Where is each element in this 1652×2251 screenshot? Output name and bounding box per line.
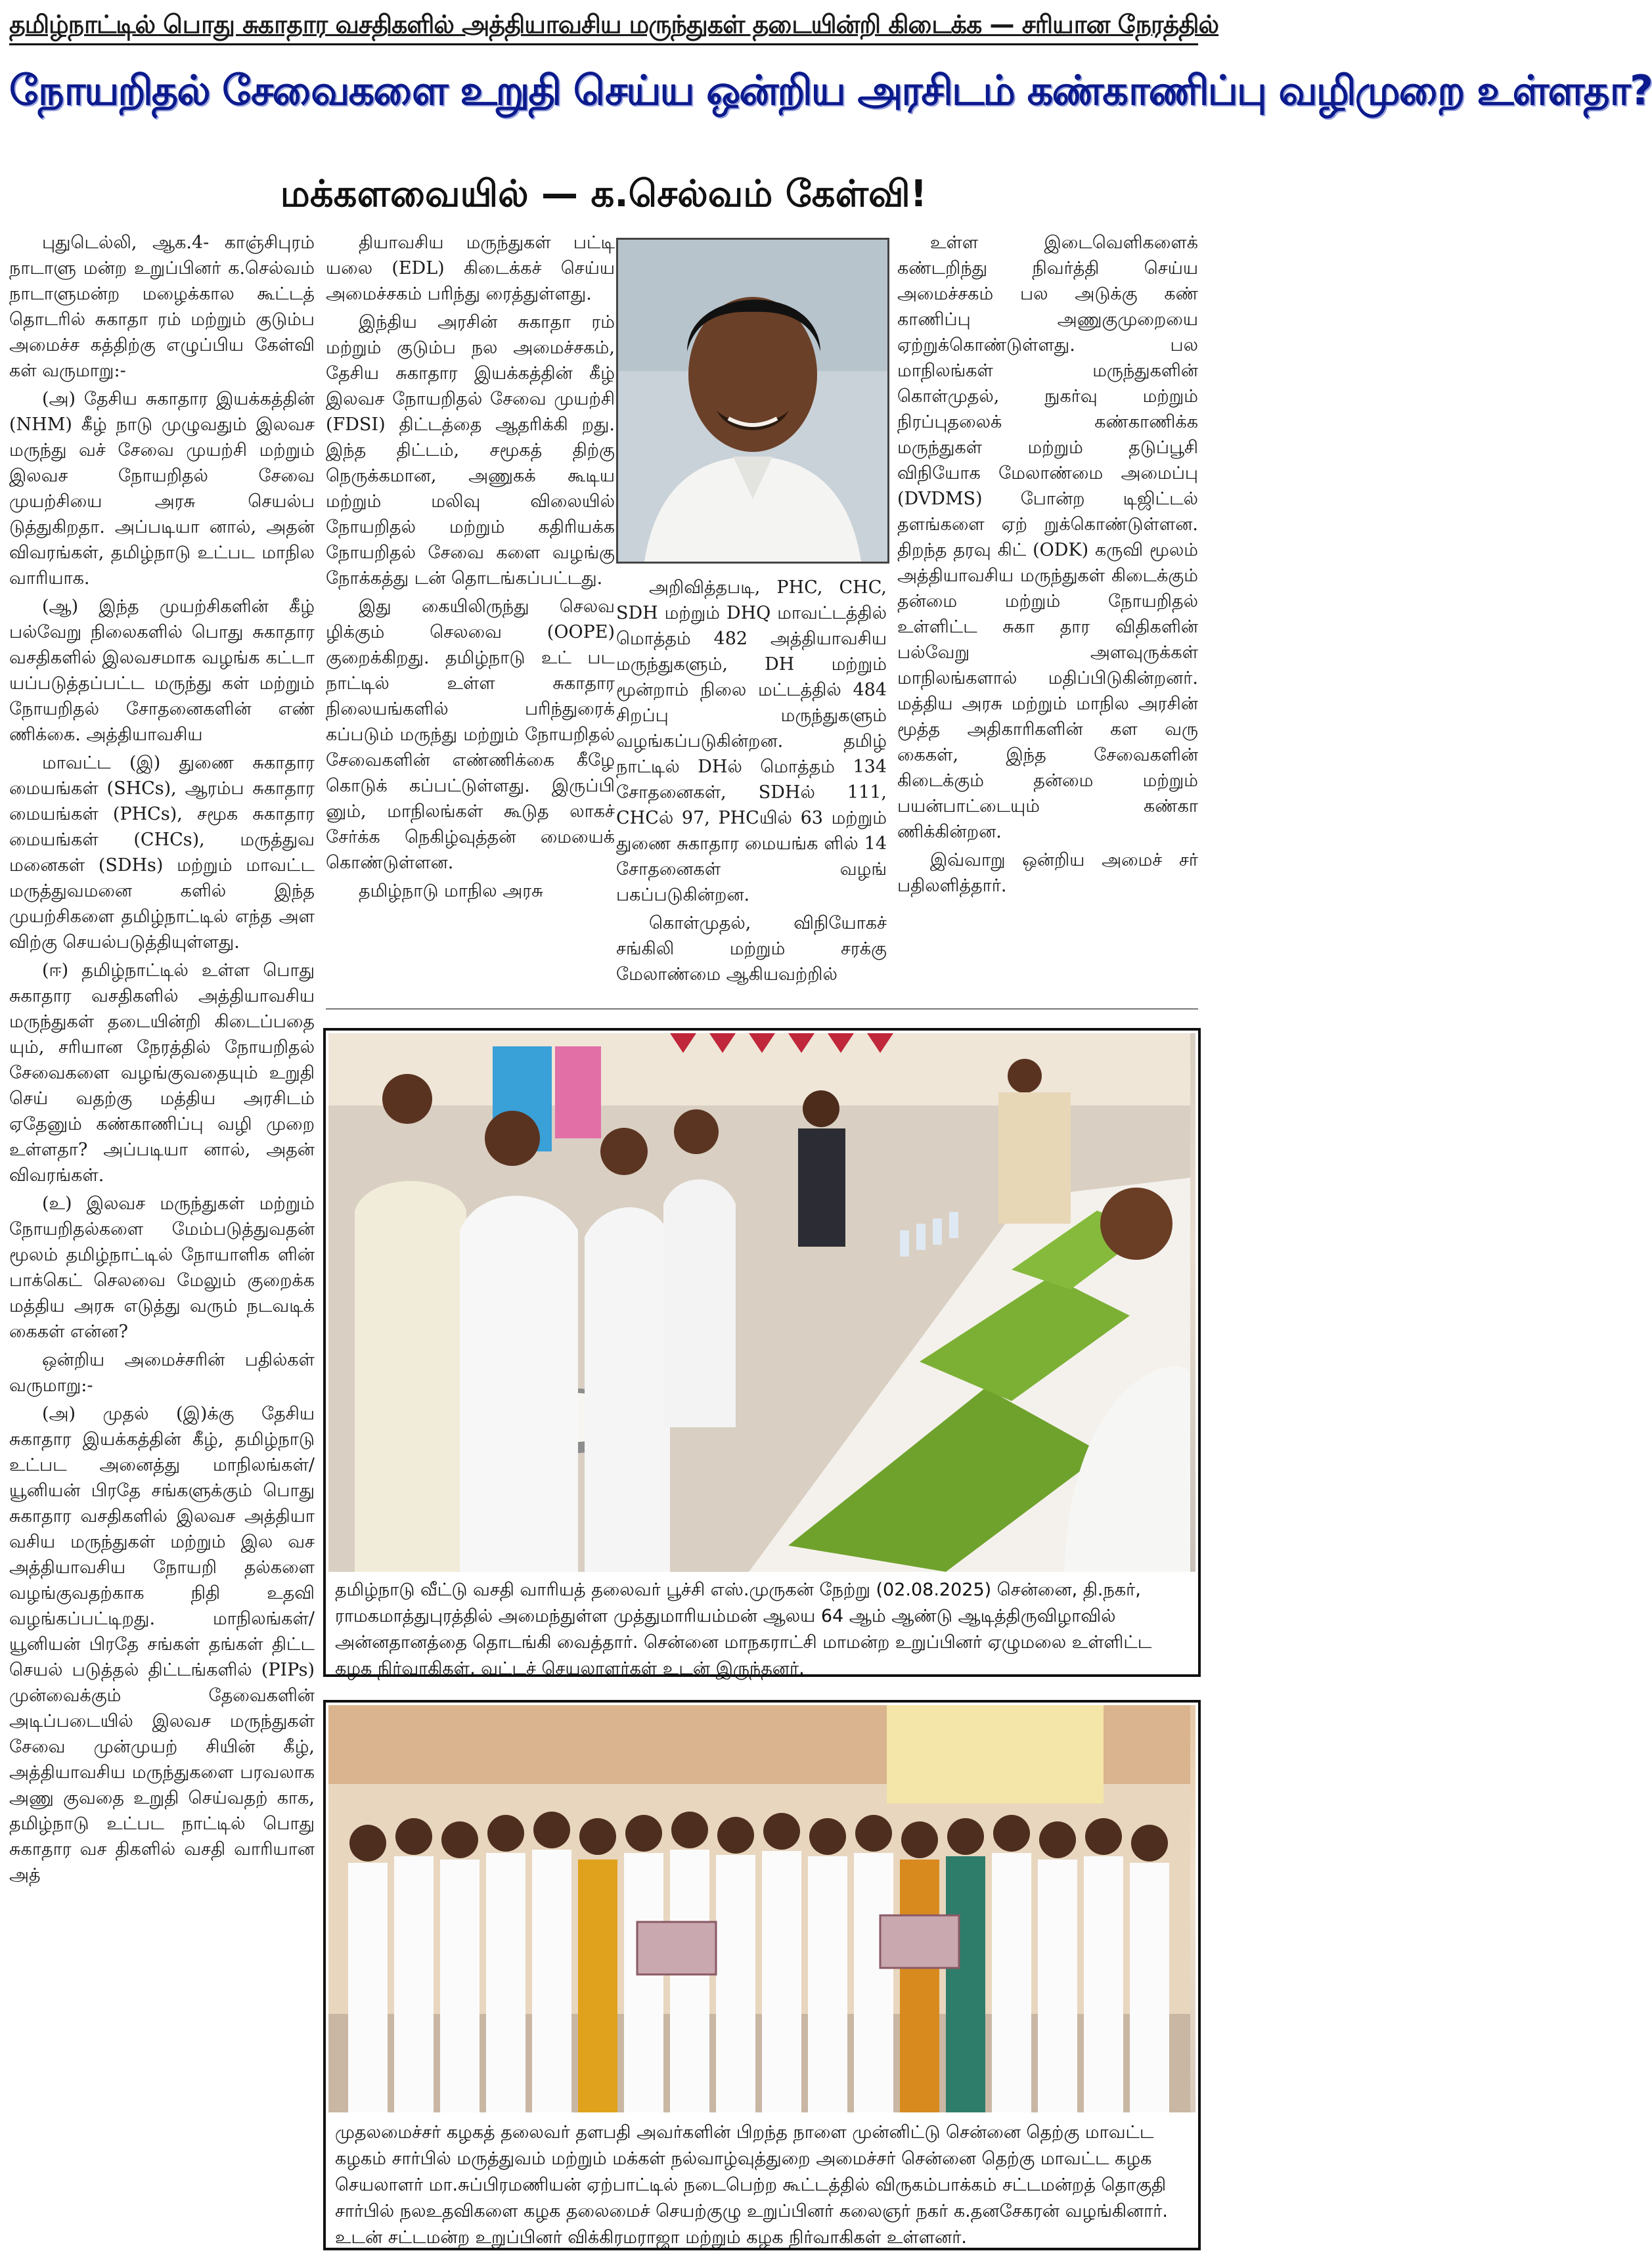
paragraph: இந்திய அரசின் சுகாதா ரம் மற்றும் குடும்ப நல அமைச்சகம், தேசிய சுகாதார இயக்கத்தின் கீழ் இலவச நோயறிதல் சேவை முயற்சி (FDSI) திட்டத்தை ஆதரிக்கி றது. இந்த திட்டம், சமூகத் திற்கு நெருக்கமான, அணுகக் கூடிய மற்றும் மலிவு விலையில் நோயறிதல் மற்றும் கதிரியக்க நோயறிதல் சேவை களை வழங்கு நோக்கத்து டன் தொடங்கப்பட்டது. bbox=[326, 312, 615, 589]
paragraph: உள்ள இடைவெளிகளைக் கண்டறிந்து நிவர்த்தி செய்ய அமைச்சகம் பல அடுக்கு கண் காணிப்பு அணுகுமுறையை ஏற்றுக்கொண்டுள்ளது. பல மாநிலங்கள் மருந்துகளின் கொள்முதல், நுகர்வு மற்றும் நிரப்புதலைக் கண்காணிக்க மருந்துகள் மற்றும் தடுப்பூசி விநியோக மேலாண்மை அமைப்பு (DVDMS) போன்ற டிஜிட்டல் தளங்களை ஏற் றுக்கொண்டுள்ளன. திறந்த தரவு கிட் (ODK) கருவி மூலம் அத்தியாவசிய மருந்துகள் கிடைக்கும் தன்மை மற்றும் நோயறிதல் உள்ளிட்ட சுகா தார விதிகளின் பல்வேறு அளவுருக்கள் மாநிலங்களால் மதிப்பிடுகின்றனர். மத்திய அரசு மற்றும் மாநில அரசின் மூத்த அதிகாரிகளின் கள வரு கைகள், இந்த சேவைகளின் கிடைக்கும் தன்மை மற்றும் பயன்பாட்டையும் கண்கா ணிக்கின்றன. bbox=[897, 233, 1198, 842]
article-column-4 bbox=[897, 230, 1198, 1015]
paragraph: (ஈ) தமிழ்நாட்டில் உள்ள பொது சுகாதார வசதிகளில் அத்தியாவசிய மருந்துகள் தடையின்றி கிடைப்பதை யும், சரியான நேரத்தில் நோயறிதல் சேவைகளை வழங்குவதையும் உறுதி செய் வதற்கு மத்திய அரசிடம் ஏதேனும் கண்காணிப்பு வழி முறை உள்ளதா? அப்படியா னால், அதன் விவரங்கள். bbox=[9, 960, 315, 1186]
paragraph: தியாவசிய மருந்துகள் பட்டி யலை (EDL) கிடைக்கச் செய்ய அமைச்சகம் பரிந்து ரைத்துள்ளது. bbox=[326, 233, 615, 304]
paragraph: புதுடெல்லி, ஆக.4- காஞ்சிபுரம் நாடாளு மன்ற உறுப்பினர் க.செல்வம் நாடாளுமன்ற மழைக்கால கூட்டத் தொடரில் சுகாதா ரம் மற்றும் குடும்ப அமைச்ச கத்திற்கு எழுப்பிய கேள்வி கள் வருமாறு:- bbox=[9, 233, 315, 381]
article-column-2 bbox=[326, 230, 615, 1015]
subheadline: மக்களவையில் — க.செல்வம் கேள்வி! bbox=[280, 173, 927, 215]
photo-caption-2: முதலமைச்சர் கழகத் தலைவர் தளபதி அவர்களின் பிறந்த நாளை முன்னிட்டு சென்னை தெற்கு மாவட்ட கழகம் சார்பில் மருத்துவம் மற்றும் மக்கள் நல்வாழ்வுத்துறை அமைச்சர் சென்னை தெற்கு மாவட்ட கழக செயலாளர் மா.சுப்பிரமணியன் ஏற்பாட்டில் நடைபெற்ற கூட்டத்தில் விருகம்பாக்கம் சட்டமன்றத் தொகுதி சார்பில் நலஉதவிகளை கழக தலைமைச் செயற்குழு உறுப்பினர் கலைஞர் நகர் க.தனசேகரன் வழங்கினார். உடன் சட்டமன்ற உறுப்பினர் விக்கிரமராஜா மற்றும் கழக நிர்வாகிகள் உள்ளனர். bbox=[335, 2122, 1168, 2248]
paragraph: அறிவித்தபடி, PHC, CHC, SDH மற்றும் DHQ மாவட்டத்தில் மொத்தம் 482 அத்தியாவசிய மருந்துகளும், DH மற்றும் மூன்றாம் நிலை மட்டத்தில் 484 சிறப்பு மருந்துகளும் வழங்கப்படுகின்றன. தமிழ் நாட்டில் DHல் மொத்தம் 134 சோதனைகள், SDHல் 111, CHCல் 97, PHCயில் 63 மற்றும் துணை சுகாதார மையங்க ளில் 14 சோதனைகள் வழங் பகப்படுகின்றன. bbox=[616, 577, 887, 905]
paragraph: கொள்முதல், விநியோகச் சங்கிலி மற்றும் சரக்கு மேலாண்மை ஆகியவற்றில் bbox=[616, 913, 887, 985]
photo-caption-1: தமிழ்நாடு வீட்டு வசதி வாரியத் தலைவர் பூச்சி எஸ்.முருகன் நேற்று (02.08.2025) சென்னை, தி.நகர், ராமகமாத்துபுரத்தில் அமைந்துள்ள முத்துமாரியம்மன் ஆலய 64 ஆம் ஆண்டு ஆடித்திருவிழாவில் அன்னதானத்தை தொடங்கி வைத்தார். சென்னை மாநகராட்சி மாமன்ற உறுப்பினர் ஏழுமலை உள்ளிட்ட கழக நிர்வாகிகள், வட்டச் செயலாளர்கள் உடன் இருந்தனர். bbox=[335, 1580, 1152, 1679]
news-photo-box-1 bbox=[323, 1028, 1201, 1677]
kicker-headline: தமிழ்நாட்டில் பொது சுகாதார வசதிகளில் அத்தியாவசிய மருந்துகள் தடையின்றி கிடைக்க — சரியான நேரத்தில் bbox=[9, 5, 1198, 45]
news-photo-box-2 bbox=[323, 1700, 1201, 2250]
paragraph: ஒன்றிய அமைச்சரின் பதில்கள் வருமாறு:- bbox=[9, 1350, 315, 1396]
paragraph: இவ்வாறு ஒன்றிய அமைச் சர் பதிலளித்தார். bbox=[897, 850, 1198, 896]
main-headline: நோயறிதல் சேவைகளை உறுதி செய்ய ஒன்றிய அரசிடம் கண்காணிப்பு வழிமுறை உள்ளதா? bbox=[9, 66, 1652, 114]
paragraph: (ஆ) இந்த முயற்சிகளின் கீழ் பல்வேறு நிலைகளில் பொது சுகாதார வசதிகளில் இலவசமாக வழங்க கட்டா யப்படுத்தப்பட்ட மருந்து கள் மற்றும் நோயறிதல் சோதனைகளின் எண் ணிக்கை. அத்தியாவசிய bbox=[9, 596, 315, 745]
section-divider bbox=[326, 1008, 1198, 1010]
article-column-1 bbox=[9, 230, 315, 2240]
group-photo-illustration bbox=[328, 1705, 1190, 2112]
paragraph: தமிழ்நாடு மாநில அரசு bbox=[359, 881, 543, 901]
article-column-3 bbox=[616, 575, 887, 1015]
paragraph: (அ) முதல் (இ)க்கு தேசிய சுகாதார இயக்கத்தின் கீழ், தமிழ்நாடு உட்பட அனைத்து மாநிலங்கள்/யூனியன் பிரதே சங்களுக்கும் பொது சுகாதார வசதிகளில் இலவச அத்தியா வசிய மருந்துகள் மற்றும் இல வச அத்தியாவசிய நோயறி தல்களை வழங்குவதற்காக நிதி உதவி வழங்கப்பட்டிறது. மாநிலங்கள்/யூனியன் பிரதே சங்கள் தங்கள் திட்ட செயல் படுத்தல் திட்டங்களில் (PIPs) முன்வைக்கும் தேவைகளின் அடிப்படையில் இலவச மருந்துகள் சேவை முன்முயற் சியின் கீழ், அத்தியாவசிய மருந்துகளை பரவலாக அணு குவதை உறுதி செய்வதற் காக, தமிழ்நாடு உட்பட நாட்டில் பொது சுகாதார வச திகளில் வசதி வாரியான அத் bbox=[9, 1404, 315, 1885]
paragraph: இது கையிலிருந்து செலவ ழிக்கும் செலவை (OOPE) குறைக்கிறது. தமிழ்நாடு உட் பட நாட்டில் உள்ள சுகாதார நிலையங்களில் பரிந்துரைக் கப்படும் மருந்து மற்றும் நோயறிதல் சேவைகளின் எண்ணிக்கை கீழே கொடுக் கப்பட்டுள்ளது. இருப்பி னும், மாநிலங்கள் கூடுத லாகச் சேர்க்க நெகிழ்வுத்தன் மையைக் கொண்டுள்ளன. bbox=[326, 596, 615, 873]
paragraph: (அ) தேசிய சுகாதார இயக்கத்தின் (NHM) கீழ் நாடு முழுவதும் இலவச மருந்து வச் சேவை முயற்சி மற்றும் இலவச நோயறிதல் சேவை முயற்சியை அரசு செயல்ப டுத்துகிறதா. அப்படியா னால், அதன் விவரங்கள், தமிழ்நாடு உட்பட மாநில வாரியாக. bbox=[9, 389, 315, 589]
annadhanam-event-photo bbox=[328, 1033, 1195, 1572]
portrait-illustration bbox=[618, 240, 887, 562]
paragraph: (உ) இலவச மருந்துகள் மற்றும் நோயறிதல்களை மேம்படுத்துவதன் மூலம் தமிழ்நாட்டில் நோயாளிக ளின் பாக்கெட் செலவை மேலும் குறைக்க மத்திய அரசு எடுத்து வரும் நடவடிக் கைகள் என்ன? bbox=[9, 1193, 315, 1342]
event-photo-illustration bbox=[328, 1033, 1190, 1572]
paragraph: மாவட்ட (இ) துணை சுகாதார மையங்கள் (SHCs), ஆரம்ப சுகாதார மையங்கள் (PHCs), சமூக சுகாதார மையங்கள் (CHCs), மருத்துவ மனைகள் (SDHs) மற்றும் மாவட்ட மருத்துவமனை களில் இந்த முயற்சிகளை தமிழ்நாட்டில் எந்த அள விற்கு செயல்படுத்தியுள்ளது. bbox=[9, 753, 315, 952]
mp-portrait-photo bbox=[616, 238, 889, 564]
welfare-assistance-event-photo bbox=[328, 1705, 1195, 2112]
